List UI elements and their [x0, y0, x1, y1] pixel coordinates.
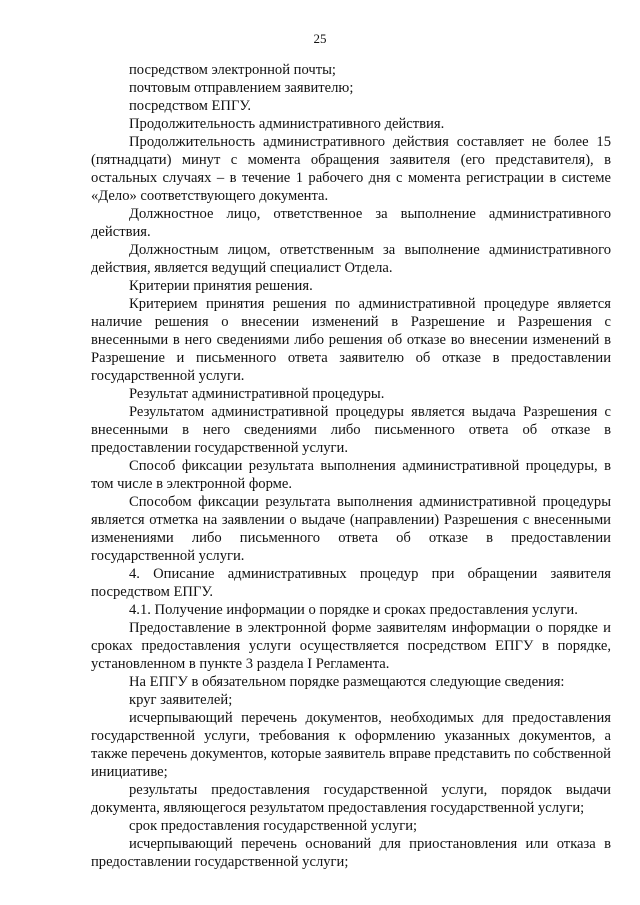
paragraph: Продолжительность административного действия составляет не более 15 (пятнадцати) минут с момента обращения заявителя (его представителя), в остальных случаях – в течение 1 рабочего дня с момента регистрации в системе «Дело» соответствующего документа.: [91, 134, 611, 204]
paragraph: На ЕПГУ в обязательном порядке размещаются следующие сведения:: [129, 674, 565, 690]
list-item: срок предоставления государственной услуги;: [129, 818, 418, 834]
list-item: результаты предоставления государственной услуги, порядок выдачи документа, являющегося результатом предоставления государственной услуги;: [91, 782, 611, 816]
list-item: круг заявителей;: [129, 692, 233, 708]
list-item: исчерпывающий перечень оснований для приостановления или отказа в предоставлении государственной услуги;: [91, 836, 611, 870]
paragraph: Должностное лицо, ответственное за выполнение административного действия.: [91, 206, 611, 240]
subsection-heading: 4.1. Получение информации о порядке и сроках предоставления услуги.: [129, 602, 578, 618]
list-item: исчерпывающий перечень документов, необходимых для предоставления государственной услуги, требования к оформлению указанных документов, а также перечень документов, которые заявитель вправе представить по собственной инициативе;: [91, 710, 611, 780]
paragraph: Способ фиксации результата выполнения административной процедуры, в том числе в электронной форме.: [91, 458, 611, 492]
page-number: 25: [313, 31, 327, 46]
paragraph: Результат административной процедуры.: [129, 386, 385, 402]
paragraph: Способом фиксации результата выполнения административной процедуры является отметка на заявлении о выдаче (направлении) Разрешения с внесенными изменениями либо письменного ответа об отказе в предоставлении государственной услуги.: [91, 494, 611, 564]
paragraph: Продолжительность административного действия.: [129, 116, 445, 132]
paragraph: Результатом административной процедуры является выдача Разрешения с внесенными в него сведениями либо письменного ответа об отказе в предоставлении государственной услуги.: [91, 404, 611, 456]
document-body: [91, 61, 611, 871]
paragraph: Критерием принятия решения по административной процедуре является наличие решения о внесении изменений в Разрешение и Разрешения с внесенными в него сведениями либо решения об отказе во внесении изменений в Разрешение и письменного ответа заявителю об отказе в предоставлении государственной услуги.: [91, 296, 611, 384]
paragraph: посредством электронной почты;: [129, 62, 336, 78]
paragraph: почтовым отправлением заявителю;: [129, 80, 354, 96]
paragraph: посредством ЕПГУ.: [129, 98, 251, 114]
paragraph: Предоставление в электронной форме заявителям информации о порядке и сроках предоставления услуги осуществляется посредством ЕПГУ в порядке, установленном в пункте 3 раздела I Регламента.: [91, 620, 611, 672]
section-heading: 4. Описание административных процедур при обращении заявителя посредством ЕПГУ.: [91, 566, 611, 600]
paragraph: Должностным лицом, ответственным за выполнение административного действия, является ведущий специалист Отдела.: [91, 242, 611, 276]
paragraph: Критерии принятия решения.: [129, 278, 313, 294]
